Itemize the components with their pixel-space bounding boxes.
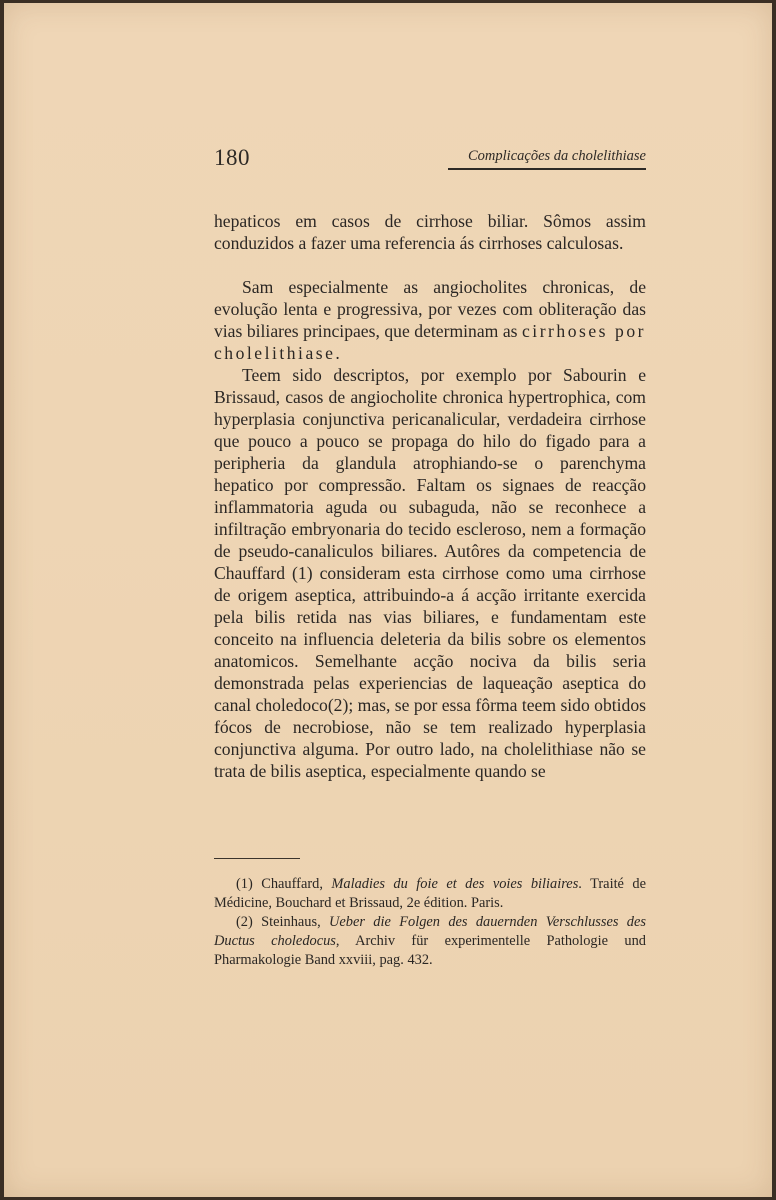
paragraph-2-text: Sam especialmente as angiocholites chronicas, de evolução lenta e progressiva, por vezes com obliteração das vias biliares principaes, que determinam as	[214, 277, 646, 341]
paragraph-1	[214, 210, 646, 254]
footnote-2-rest: , Archiv für experimentelle Pathologie und Pharmakologie Band xxviii, pag. 432.	[214, 933, 646, 968]
footnote-rule	[214, 858, 300, 859]
footnote-1-rest: . Traité de Médicine, Bouchard et Brissaud, 2e édition. Paris.	[214, 876, 646, 911]
book-page	[4, 3, 772, 1197]
footnote-2-title: Ueber die Folgen des dauernden Verschlusses des Ductus choledocus	[214, 914, 646, 949]
paragraph-3	[214, 364, 646, 782]
paragraph-2-emphasis: cirrhoses por cholelithiase.	[214, 321, 646, 363]
footnote-2	[214, 913, 646, 970]
footnote-1	[214, 875, 646, 913]
footnotes	[214, 875, 646, 970]
paragraph-2	[214, 276, 646, 364]
footnote-1-marker: (1) Chauffard,	[236, 876, 332, 892]
body-text	[214, 210, 646, 782]
running-title: Complicações da cholelithiase	[468, 148, 646, 164]
header-rule	[448, 168, 646, 170]
footnote-1-title: Maladies du foie et des voies biliaires	[331, 876, 579, 892]
page-number: 180	[214, 145, 250, 170]
footnote-2-marker: (2) Steinhaus,	[236, 914, 330, 930]
page-header	[214, 145, 646, 171]
paragraph-3-text: Teem sido descriptos, por exemplo por Sabourin e Brissaud, casos de angiocholite chronica hypertrophica, com hyperplasia conjunctiva pericanalicular, verdadeira cirrhose que pouco a pouco se propaga do hilo do figado para a peripheria da glandula atrophiando-se o parenchyma hepatico por compressão. Faltam os signaes de reacção inflammatoria aguda ou subaguda, não se reconhece a infiltração embryonaria do tecido escleroso, nem a formação de pseudo-canaliculos biliares. Autôres da competencia de Chauffard (1) consideram esta cirrhose como uma cirrhose de origem aseptica, attribuindo-a á acção irritante exercida pela bilis retida nas vias biliares, e fundamentam este conceito na influencia deleteria da bilis sobre os elementos anatomicos. Semelhante acção nociva da bilis seria demonstrada pelas experiencias de laqueação aseptica do canal choledoco(2); mas, se por essa fôrma teem sido obtidos fócos de necrobiose, não se tem realizado hyperplasia conjunctiva alguma. Por outro lado, na cholelithiase não se trata de bilis aseptica, especialmente quando se	[214, 365, 646, 781]
paragraph-1-text: hepaticos em casos de cirrhose biliar. Sômos assim conduzidos a fazer uma referencia ás cirrhoses calculosas.	[214, 211, 646, 253]
